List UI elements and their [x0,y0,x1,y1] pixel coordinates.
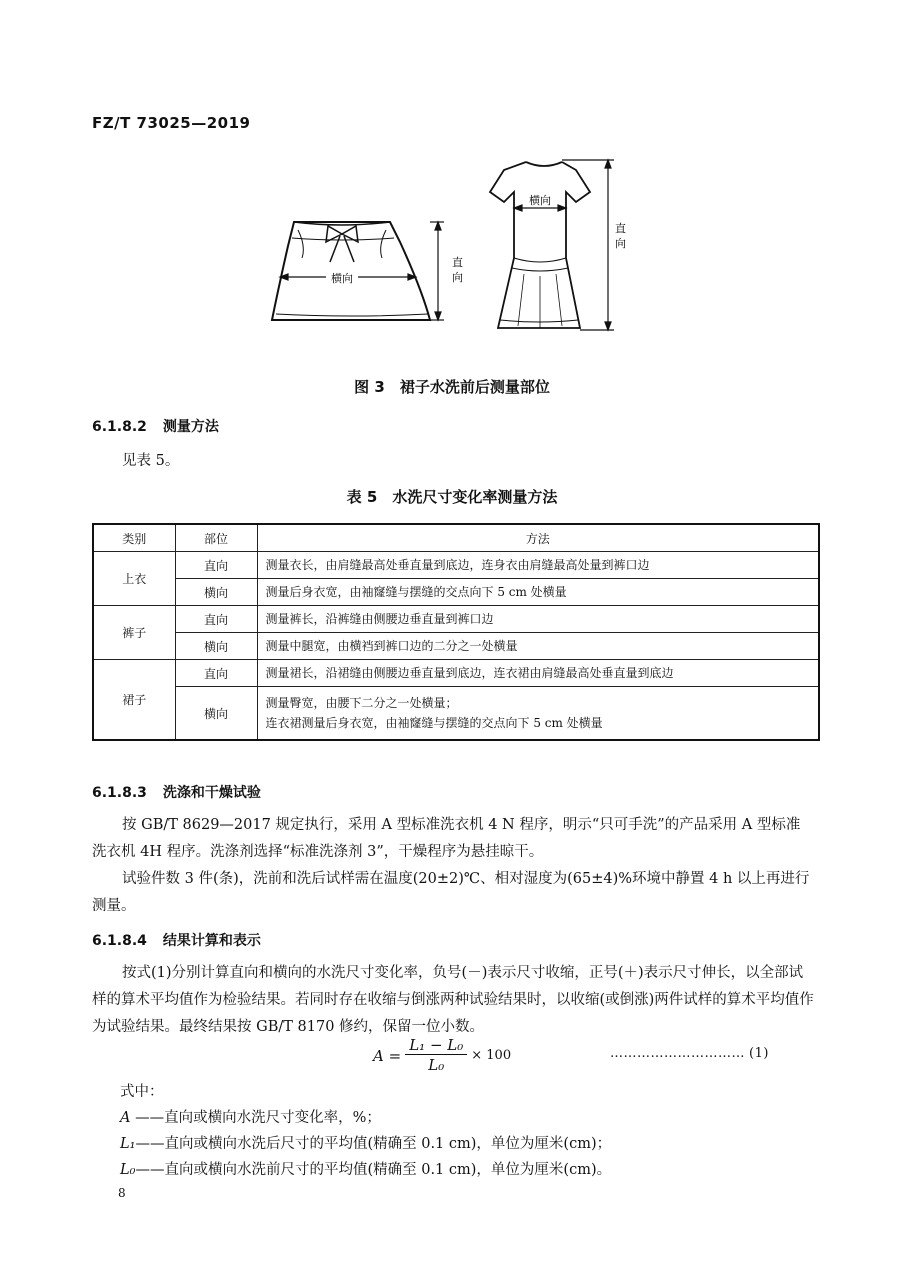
table-row [93,579,819,606]
method-line: 连衣裙测量后身衣宽，由袖窿缝与摆缝的交点向下 5 cm 处横量 [265,716,603,730]
table-caption: 表 5 水洗尺寸变化率测量方法 [346,488,558,506]
paragraph: 按 GB/T 8629—2017 规定执行，采用 A 型标准洗衣机 4 N 程序，明示“只可手洗”的产品采用 A 型标准洗衣机 4H 程序。洗涤剂选择“标准洗涤剂 3”，干燥程序为悬挂晾干。 [92,817,801,860]
skirt-vertical-label-2: 向 [452,271,463,284]
formula-lhs: A = [373,1046,402,1065]
formula-intro: 式中： [120,1084,164,1100]
skirt-horizontal-label: 横向 [331,272,353,285]
method-cell: 测量裤长，沿裤缝由侧腰边垂直量到裤口边 [257,606,819,633]
definition-text: 直向或横向水洗前尺寸的平均值(精确至 0.1 cm)，单位为厘米(cm)。 [164,1162,612,1178]
definition-text: 直向或横向水洗尺寸变化率，%； [164,1110,381,1126]
formula-factor: × 100 [471,1048,512,1063]
method-cell [257,687,819,741]
category-cell: 裤子 [93,606,175,660]
table-header-row [93,524,819,552]
table-row [93,552,819,579]
definition-symbol: L₁ [120,1136,136,1152]
table-row [93,633,819,660]
method-cell: 测量衣长，由肩缝最高处垂直量到底边，连身衣由肩缝最高处量到裤口边 [257,552,819,579]
category-cell: 上衣 [93,552,175,606]
category-cell: 裙子 [93,660,175,741]
header-method: 方法 [257,524,819,552]
position-cell: 横向 [175,579,257,606]
section-title: 结果计算和表示 [162,933,261,949]
standard-code: FZ/T 73025—2019 [92,114,251,132]
definition-item [120,1106,381,1127]
figure-caption: 图 3 裙子水洗前后测量部位 [354,378,550,396]
dress-vertical-label-1: 直 [615,222,626,235]
equation-label: (1) [749,1046,769,1061]
dress-vertical-label-2: 向 [615,237,626,250]
definition-dash: —— [135,1136,165,1152]
section-number: 6.1.8.4 [92,933,147,949]
section-6-1-8-3-title [92,782,261,802]
definition-symbol: L₀ [120,1162,136,1178]
paragraph: 试验件数 3 件(条)，洗前和洗后试样需在温度(20±2)℃、相对湿度为(65±4)%环境中静置 4 h 以上再进行测量。 [92,871,810,914]
page-number: 8 [118,1186,126,1200]
definition-item [120,1158,611,1179]
header-category: 类别 [93,524,175,552]
skirt-measurement-figure [262,150,634,350]
formula [372,1036,512,1075]
definition-text: 直向或横向水洗后尺寸的平均值(精确至 0.1 cm)，单位为厘米(cm)； [164,1136,612,1152]
definition-symbol: A [120,1110,131,1126]
paragraph: 按式(1)分别计算直向和横向的水洗尺寸变化率，负号(－)表示尺寸收缩，正号(＋)表示尺寸伸长，以全部试样的算术平均值作为检验结果。若同时存在收缩与倒涨两种试验结果时，以收缩(或倒涨)两件试样的算术平均值作为试验结果。最终结果按 GB/T 8170 修约，保留一位小数。 [92,965,814,1035]
method-line: 测量臀宽，由腰下二分之一处横量； [265,696,458,710]
numerator-b: L₀ [447,1036,464,1054]
position-cell: 横向 [175,633,257,660]
dress-outline [490,162,590,328]
measurement-method-table [92,523,820,741]
section-number: 6.1.8.3 [92,785,147,801]
leader-dots: ………………………… [610,1046,745,1061]
definition-dash: —— [135,1110,165,1126]
dress-horizontal-label: 横向 [529,194,551,207]
equation-number [610,1046,769,1061]
header-position: 部位 [175,524,257,552]
numerator-a: L₁ [409,1036,426,1054]
see-table-text: 见表 5。 [122,453,180,469]
section-title: 洗涤和干燥试验 [162,785,261,801]
definition-dash: —— [135,1162,165,1178]
formula-numerator: L₁ − L₀ [405,1036,467,1055]
definition-item [120,1132,611,1153]
table-row [93,687,819,741]
section-title: 测量方法 [162,419,219,435]
method-cell: 测量后身衣宽，由袖窿缝与摆缝的交点向下 5 cm 处横量 [257,579,819,606]
position-cell: 直向 [175,606,257,633]
section-number: 6.1.8.2 [92,419,147,435]
method-cell: 测量中腿宽，由横裆到裤口边的二分之一处横量 [257,633,819,660]
skirt-vertical-label-1: 直 [452,256,463,269]
formula-symbol: A [373,1046,384,1065]
method-cell: 测量裙长，沿裙缝由侧腰边垂直量到底边，连衣裙由肩缝最高处垂直量到底边 [257,660,819,687]
position-cell: 直向 [175,552,257,579]
position-cell: 直向 [175,660,257,687]
formula-denominator: L₀ [428,1056,445,1074]
section-6-1-8-4-title [92,930,261,950]
table-row [93,660,819,687]
section-6-1-8-2-title [92,416,219,436]
position-cell: 横向 [175,687,257,741]
table-row [93,606,819,633]
